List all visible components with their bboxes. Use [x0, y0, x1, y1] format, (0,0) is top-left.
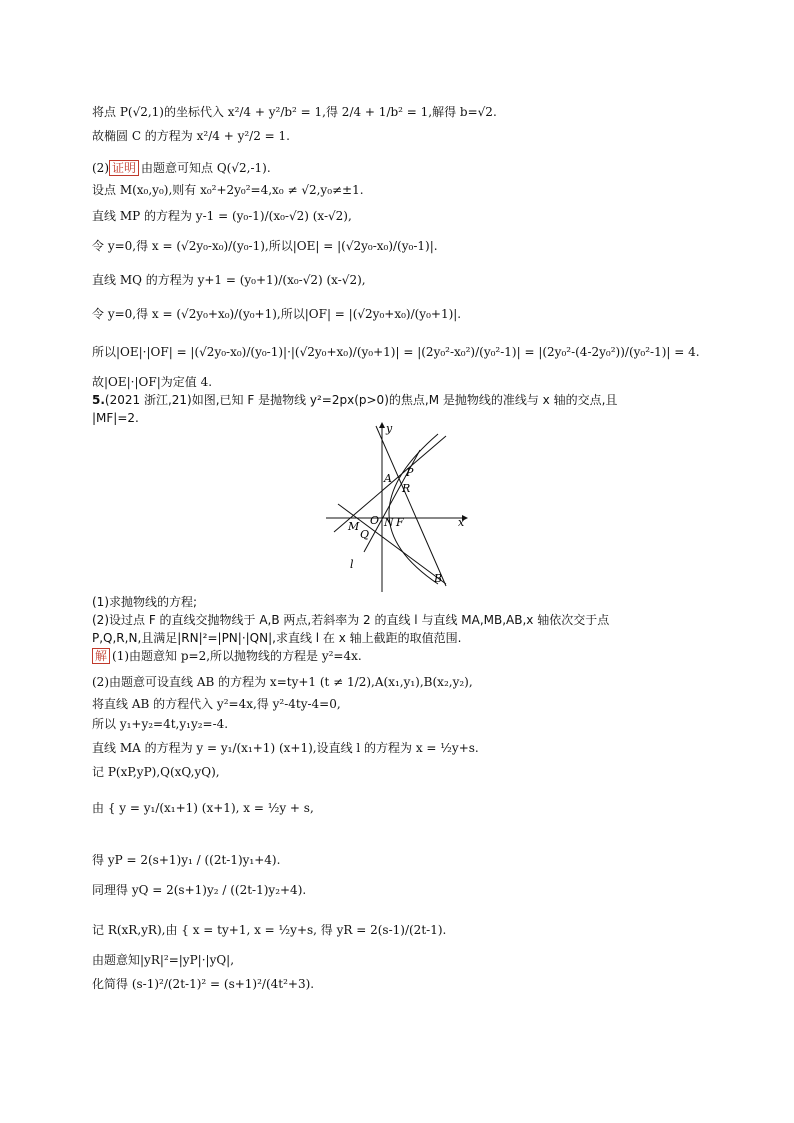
- proof-line-3: 直线 MP 的方程为 y-1 = (y₀-1)/(x₀-√2) (x-√2),: [92, 209, 352, 223]
- proof-line-7: 所以|OE|·|OF| = |(√2y₀-x₀)/(y₀-1)|·|(√2y₀+x₀)/(y₀+1)| = |(2y₀²-x₀²)/(y₀²-1)| = |(2y₀²-(4-2y₀²))/(y₀²-1)| = 4.: [92, 345, 700, 359]
- label-x: x: [458, 516, 465, 529]
- problem-number: 5.: [92, 393, 105, 407]
- problem5-question-2b: P,Q,R,N,且满足|RN|²=|PN|·|QN|,求直线 l 在 x 轴上截距的取值范围.: [92, 631, 462, 645]
- parabola-figure: [320, 420, 480, 592]
- label-a: A: [384, 472, 392, 485]
- problem5-question-2a: (2)设过点 F 的直线交抛物线于 A,B 两点,若斜率为 2 的直线 l 与直线 MA,MB,AB,x 轴依次交于点: [92, 613, 610, 627]
- solution5-line-3: 将直线 AB 的方程代入 y²=4x,得 y²-4ty-4=0,: [92, 697, 341, 711]
- solution-part1-line-2: 故椭圆 C 的方程为 x²/4 + y²/2 = 1.: [92, 129, 290, 143]
- solution5-line-10: 记 R(xR,yR),由 { x = ty+1, x = ½y+s, 得 yR = 2(s-1)/(2t-1).: [92, 923, 447, 937]
- solution5-line-8: 得 yP = 2(s+1)y₁ / ((2t-1)y₁+4).: [92, 853, 281, 867]
- solution5-line-1: [92, 648, 362, 664]
- proof-tag: 证明: [109, 160, 139, 176]
- solution5-line-12: 化简得 (s-1)²/(2t-1)² = (s+1)²/(4t²+3).: [92, 977, 315, 991]
- label-p: P: [406, 466, 414, 479]
- solution-part1-line-1: 将点 P(√2,1)的坐标代入 x²/4 + y²/b² = 1,得 2/4 + 1/b² = 1,解得 b=√2.: [92, 105, 497, 119]
- parabola-curve: [389, 434, 438, 584]
- label-y: y: [386, 422, 393, 435]
- solution5-line-2: (2)由题意可设直线 AB 的方程为 x=ty+1 (t ≠ 1/2),A(x₁,y₁),B(x₂,y₂),: [92, 675, 473, 689]
- proof-text-1: 由题意可知点 Q(√2,-1).: [141, 161, 271, 175]
- label-n: N: [384, 516, 394, 529]
- proof-line-4: 令 y=0,得 x = (√2y₀-x₀)/(y₀-1),所以|OE| = |(√2y₀-x₀)/(y₀-1)|.: [92, 239, 438, 253]
- y-axis-arrow: [379, 422, 385, 428]
- problem5-question-1: (1)求抛物线的方程;: [92, 595, 198, 609]
- solution5-line-5: 直线 MA 的方程为 y = y₁/(x₁+1) (x+1),设直线 l 的方程为 x = ½y+s.: [92, 741, 479, 755]
- solution5-line-6: 记 P(xP,yP),Q(xQ,yQ),: [92, 765, 220, 779]
- proof-line-8: 故|OE|·|OF|为定值 4.: [92, 375, 213, 389]
- solution5-line-7: 由 { y = y₁/(x₁+1) (x+1), x = ½y + s,: [92, 801, 314, 815]
- solution5-line-11: 由题意知|yR|²=|yP|·|yQ|,: [92, 953, 235, 967]
- label-r: R: [402, 482, 411, 495]
- label-l: l: [350, 558, 354, 571]
- label-q: Q: [360, 528, 370, 541]
- solution5-text-1: (1)由题意知 p=2,所以抛物线的方程是 y²=4x.: [112, 649, 362, 663]
- problem5-statement-1: (2021 浙江,21)如图,已知 F 是抛物线 y²=2px(p>0)的焦点,M 是抛物线的准线与 x 轴的交点,且: [104, 393, 618, 407]
- problem5-statement-line-1: [92, 392, 617, 408]
- label-b: B: [434, 572, 443, 585]
- solution5-line-4: 所以 y₁+y₂=4t,y₁y₂=-4.: [92, 717, 229, 731]
- problem5-statement-line-2: |MF|=2.: [92, 411, 139, 425]
- proof-line-1: (2) 证明 由题意可知点 Q(√2,-1).: [92, 161, 271, 175]
- proof-line-5: 直线 MQ 的方程为 y+1 = (y₀+1)/(x₀-√2) (x-√2),: [92, 273, 366, 287]
- proof-line-2: 设点 M(x₀,y₀),则有 x₀²+2y₀²=4,x₀ ≠ √2,y₀≠±1.: [92, 183, 364, 197]
- solution-tag: 解: [92, 648, 110, 664]
- proof-line-6: 令 y=0,得 x = (√2y₀+x₀)/(y₀+1),所以|OF| = |(√2y₀+x₀)/(y₀+1)|.: [92, 307, 462, 321]
- label-o: O: [370, 514, 380, 527]
- solution5-line-9: 同理得 yQ = 2(s+1)y₂ / ((2t-1)y₂+4).: [92, 883, 307, 897]
- label-f: F: [396, 516, 404, 529]
- label-m: M: [348, 520, 360, 533]
